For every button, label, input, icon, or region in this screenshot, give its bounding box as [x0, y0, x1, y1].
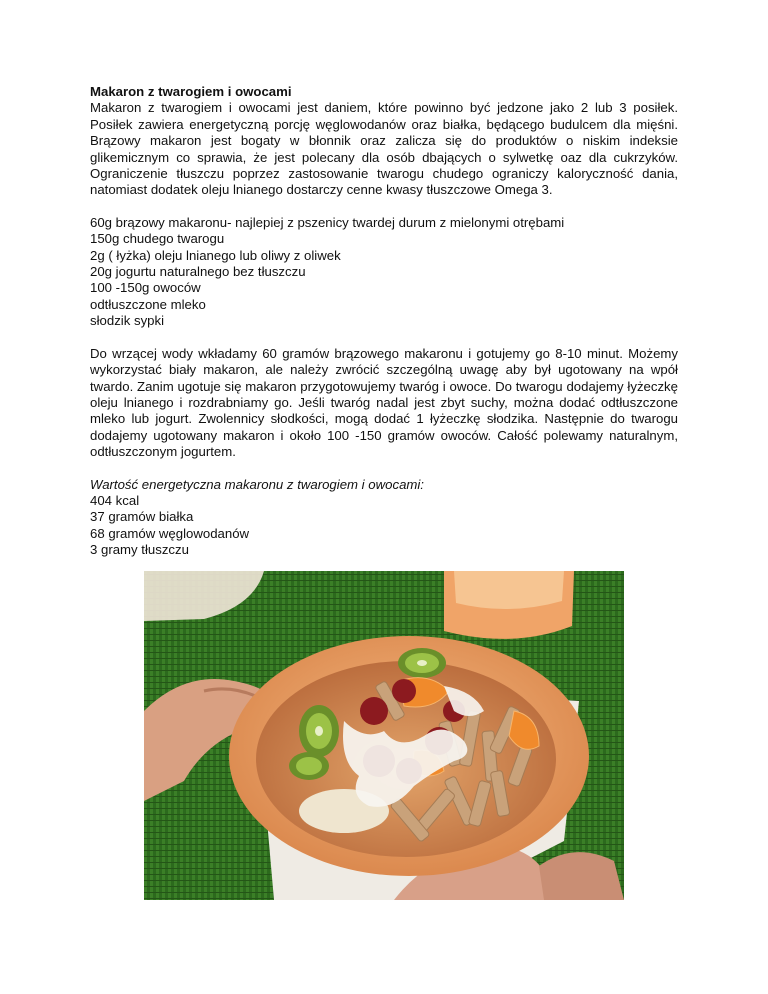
ingredient-item: 60g brązowy makaronu- najlepiej z pszenicy twardej durum z mielonymi otrębami: [90, 214, 565, 230]
ingredients-list: [90, 215, 678, 330]
dish-photo: [144, 571, 624, 900]
dish-illustration: [144, 571, 624, 900]
ingredient-item: odtłuszczone mleko: [90, 296, 206, 312]
nutrition-item: 3 gramy tłuszczu: [90, 542, 189, 558]
ingredient-item: 150g chudego twarogu: [90, 231, 225, 247]
document-body: [90, 84, 678, 559]
nutrition-list: [90, 493, 678, 559]
nutrition-item: 404 kcal: [90, 492, 140, 508]
ingredient-item: 20g jogurtu naturalnego bez tłuszczu: [90, 264, 306, 280]
nutrition-item: 68 gramów węglowodanów: [90, 525, 250, 541]
instructions-paragraph: Do wrzącej wody wkładamy 60 gramów brązowego makaronu i gotujemy go 8-10 minut. Możemy wykorzystać biały makaron, ale należy zwrócić szczególną uwagę aby był ugotowany na wpół twardo. Zanim ugotuje się makaron przygotowujemy twaróg i owoce. Do twarogu dodajemy łyżeczkę oleju lnianego i rozdrabniamy go. Jeśli twaróg nadal jest zbyt suchy, można dodać odtłuszczone mleko lub jogurt. Zwolennicy słodkości, mogą dodać 1 łyżeczkę słodzika. Następnie do twarogu dodajemy ugotowany makaron i około 100 -150 gramów owoców. Całość polewamy naturalnym, odtłuszczonym jogurtem.: [90, 345, 678, 460]
recipe-title: Makaron z twarogiem i owocami: [90, 84, 292, 99]
ingredient-item: 100 -150g owoców: [90, 280, 201, 296]
ingredient-item: słodzik sypki: [90, 313, 165, 329]
nutrition-heading: Wartość energetyczna makaronu z twarogiem i owocami:: [90, 476, 424, 492]
nutrition-item: 37 gramów białka: [90, 509, 194, 525]
intro-paragraph: Makaron z twarogiem i owocami jest daniem, które powinno być jedzone jako 2 lub 3 posiłek. Posiłek zawiera energetyczną porcję węglowodanów oraz białka, będącego budulcem dla mięśni. Brązowy makaron jest bogaty w błonnik oraz zalicza się do produktów o niskim indeksie glikemicznym co sprawia, że jest polecany dla osób dbających o sylwetkę oaz dla cukrzyków. Ograniczenie tłuszczu poprzez zastosowanie twarogu chudego ograniczy kaloryczność dania, natomiast dodatek oleju lnianego dostarczy cenne kwasy tłuszczowe Omega 3.: [90, 100, 678, 198]
ingredient-item: 2g ( łyżka) oleju lnianego lub oliwy z oliwek: [90, 247, 341, 263]
